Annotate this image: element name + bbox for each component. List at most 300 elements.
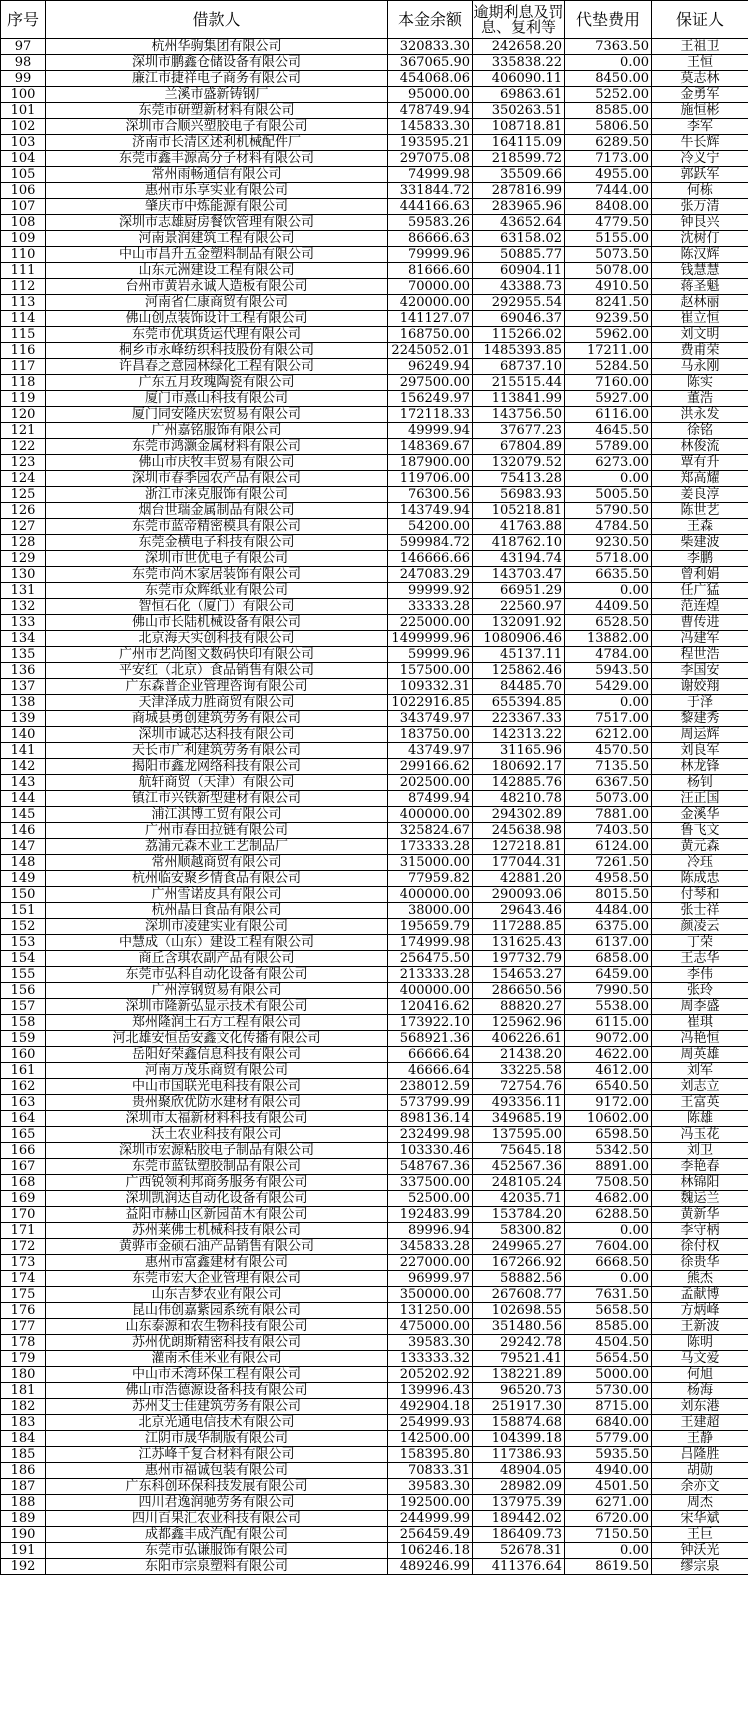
overdue-interest: 42881.20 <box>473 871 565 887</box>
row-index: 185 <box>1 1447 46 1463</box>
table-row <box>1 183 748 199</box>
guarantor-name: 钟沃光 <box>652 1543 748 1559</box>
borrower-name: 杭州晶日食品有限公司 <box>46 903 388 919</box>
advance-fees: 7173.00 <box>565 151 652 167</box>
overdue-interest: 48904.05 <box>473 1463 565 1479</box>
table-row <box>1 487 748 503</box>
table-row <box>1 1015 748 1031</box>
row-index: 161 <box>1 1063 46 1079</box>
row-index: 181 <box>1 1383 46 1399</box>
table-row <box>1 1159 748 1175</box>
advance-fees: 4910.50 <box>565 279 652 295</box>
principal-balance: 95000.00 <box>388 87 473 103</box>
row-index: 177 <box>1 1319 46 1335</box>
overdue-interest: 418762.10 <box>473 535 565 551</box>
row-index: 178 <box>1 1335 46 1351</box>
guarantor-name: 何栋 <box>652 183 748 199</box>
table-row <box>1 855 748 871</box>
row-index: 122 <box>1 439 46 455</box>
table-row <box>1 71 748 87</box>
advance-fees: 6668.50 <box>565 1255 652 1271</box>
table-row <box>1 599 748 615</box>
guarantor-name: 丁荣 <box>652 935 748 951</box>
guarantor-name: 于泽 <box>652 695 748 711</box>
overdue-interest: 177044.31 <box>473 855 565 871</box>
guarantor-name: 冯建军 <box>652 631 748 647</box>
guarantor-name: 陈明 <box>652 1335 748 1351</box>
row-index: 126 <box>1 503 46 519</box>
borrower-name: 许昌春之意园林绿化工程有限公司 <box>46 359 388 375</box>
overdue-interest: 96520.73 <box>473 1383 565 1399</box>
principal-balance: 86666.63 <box>388 231 473 247</box>
table-row <box>1 119 748 135</box>
overdue-interest: 45137.11 <box>473 647 565 663</box>
overdue-interest: 142313.22 <box>473 727 565 743</box>
advance-fees: 6635.50 <box>565 567 652 583</box>
guarantor-name: 施恒彬 <box>652 103 748 119</box>
overdue-interest: 58882.56 <box>473 1271 565 1287</box>
table-row <box>1 279 748 295</box>
header-guarantor: 保证人 <box>652 1 748 39</box>
guarantor-name: 陈成忠 <box>652 871 748 887</box>
table-row <box>1 359 748 375</box>
advance-fees: 5789.00 <box>565 439 652 455</box>
principal-balance: 1022916.85 <box>388 695 473 711</box>
overdue-interest: 493356.11 <box>473 1095 565 1111</box>
overdue-interest: 655394.85 <box>473 695 565 711</box>
table-body <box>1 39 748 1575</box>
table-row <box>1 1175 748 1191</box>
table-row <box>1 727 748 743</box>
borrower-name: 荔浦元森木业工艺制品厂 <box>46 839 388 855</box>
guarantor-name: 周李盛 <box>652 999 748 1015</box>
borrower-name: 广东森普企业管理咨询有限公司 <box>46 679 388 695</box>
borrower-name: 商城县勇创建筑劳务有限公司 <box>46 711 388 727</box>
overdue-interest: 215515.44 <box>473 375 565 391</box>
guarantor-name: 颜凌云 <box>652 919 748 935</box>
table-row <box>1 1479 748 1495</box>
borrower-name: 佛山市浩德源设备科技有限公司 <box>46 1383 388 1399</box>
guarantor-name: 周杰 <box>652 1495 748 1511</box>
borrower-name: 惠州市富鑫建材有限公司 <box>46 1255 388 1271</box>
table-row <box>1 935 748 951</box>
advance-fees: 5073.00 <box>565 791 652 807</box>
borrower-name: 东莞市宏大企业管理有限公司 <box>46 1271 388 1287</box>
overdue-interest: 267608.77 <box>473 1287 565 1303</box>
row-index: 107 <box>1 199 46 215</box>
table-row <box>1 1143 748 1159</box>
advance-fees: 6375.00 <box>565 919 652 935</box>
borrower-name: 广东五月玫瑰陶瓷有限公司 <box>46 375 388 391</box>
advance-fees: 4682.00 <box>565 1191 652 1207</box>
row-index: 141 <box>1 743 46 759</box>
table-row <box>1 1303 748 1319</box>
overdue-interest: 69863.61 <box>473 87 565 103</box>
row-index: 182 <box>1 1399 46 1415</box>
borrower-name: 江苏峰千复合材料有限公司 <box>46 1447 388 1463</box>
table-row <box>1 1191 748 1207</box>
principal-balance: 420000.00 <box>388 295 473 311</box>
advance-fees: 7160.00 <box>565 375 652 391</box>
advance-fees: 0.00 <box>565 55 652 71</box>
advance-fees: 7604.00 <box>565 1239 652 1255</box>
advance-fees: 7990.50 <box>565 983 652 999</box>
guarantor-name: 魏运兰 <box>652 1191 748 1207</box>
guarantor-name: 莫志林 <box>652 71 748 87</box>
principal-balance: 157500.00 <box>388 663 473 679</box>
table-row <box>1 711 748 727</box>
overdue-interest: 197732.79 <box>473 951 565 967</box>
principal-balance: 548767.36 <box>388 1159 473 1175</box>
row-index: 175 <box>1 1287 46 1303</box>
principal-balance: 337500.00 <box>388 1175 473 1191</box>
overdue-interest: 286650.56 <box>473 983 565 999</box>
overdue-interest: 283965.96 <box>473 199 565 215</box>
borrower-name: 佛山市庆牧丰贸易有限公司 <box>46 455 388 471</box>
advance-fees: 7261.50 <box>565 855 652 871</box>
guarantor-name: 吕隆胜 <box>652 1447 748 1463</box>
guarantor-name: 刘志立 <box>652 1079 748 1095</box>
advance-fees: 6367.50 <box>565 775 652 791</box>
overdue-interest: 41763.88 <box>473 519 565 535</box>
principal-balance: 489246.99 <box>388 1559 473 1575</box>
header-borrower: 借款人 <box>46 1 388 39</box>
row-index: 155 <box>1 967 46 983</box>
borrower-name: 深圳市太福新材料科技有限公司 <box>46 1111 388 1127</box>
principal-balance: 400000.00 <box>388 983 473 999</box>
guarantor-name: 崔立恒 <box>652 311 748 327</box>
row-index: 98 <box>1 55 46 71</box>
borrower-name: 常州雨畅通信有限公司 <box>46 167 388 183</box>
principal-balance: 192483.99 <box>388 1207 473 1223</box>
guarantor-name: 崔琪 <box>652 1015 748 1031</box>
advance-fees: 6459.00 <box>565 967 652 983</box>
guarantor-name: 冷珏 <box>652 855 748 871</box>
overdue-interest: 137595.00 <box>473 1127 565 1143</box>
guarantor-name: 李军 <box>652 119 748 135</box>
advance-fees: 5658.50 <box>565 1303 652 1319</box>
advance-fees: 9239.50 <box>565 311 652 327</box>
advance-fees: 5342.50 <box>565 1143 652 1159</box>
borrower-name: 天长市广利建筑劳务有限公司 <box>46 743 388 759</box>
table-row <box>1 295 748 311</box>
guarantor-name: 冷义宁 <box>652 151 748 167</box>
overdue-interest: 290093.06 <box>473 887 565 903</box>
guarantor-name: 胡勋 <box>652 1463 748 1479</box>
row-index: 109 <box>1 231 46 247</box>
table-row <box>1 791 748 807</box>
principal-balance: 492904.18 <box>388 1399 473 1415</box>
table-row <box>1 663 748 679</box>
row-index: 112 <box>1 279 46 295</box>
overdue-interest: 143703.47 <box>473 567 565 583</box>
row-index: 114 <box>1 311 46 327</box>
guarantor-name: 张万清 <box>652 199 748 215</box>
guarantor-name: 李伟 <box>652 967 748 983</box>
overdue-interest: 21438.20 <box>473 1047 565 1063</box>
guarantor-name: 曹传进 <box>652 615 748 631</box>
borrower-name: 航轩商贸（天津）有限公司 <box>46 775 388 791</box>
advance-fees: 4779.50 <box>565 215 652 231</box>
advance-fees: 6124.00 <box>565 839 652 855</box>
table-row <box>1 1031 748 1047</box>
advance-fees: 5654.50 <box>565 1351 652 1367</box>
row-index: 157 <box>1 999 46 1015</box>
principal-balance: 202500.00 <box>388 775 473 791</box>
principal-balance: 38000.00 <box>388 903 473 919</box>
row-index: 147 <box>1 839 46 855</box>
table-row <box>1 1511 748 1527</box>
row-index: 189 <box>1 1511 46 1527</box>
principal-balance: 141127.07 <box>388 311 473 327</box>
principal-balance: 158395.80 <box>388 1447 473 1463</box>
row-index: 115 <box>1 327 46 343</box>
overdue-interest: 28982.09 <box>473 1479 565 1495</box>
borrower-name: 天津泽成力胜商贸有限公司 <box>46 695 388 711</box>
table-row <box>1 1127 748 1143</box>
advance-fees: 4612.00 <box>565 1063 652 1079</box>
table-row <box>1 1559 748 1575</box>
guarantor-name: 程世浩 <box>652 647 748 663</box>
overdue-interest: 137975.39 <box>473 1495 565 1511</box>
principal-balance: 227000.00 <box>388 1255 473 1271</box>
advance-fees: 8015.50 <box>565 887 652 903</box>
overdue-interest: 84485.70 <box>473 679 565 695</box>
borrower-name: 杭州临安聚乡情食品有限公司 <box>46 871 388 887</box>
row-index: 97 <box>1 39 46 55</box>
borrower-name: 常州顺越商贸有限公司 <box>46 855 388 871</box>
guarantor-name: 金勇军 <box>652 87 748 103</box>
row-index: 150 <box>1 887 46 903</box>
borrower-name: 厦门同安隆庆宏贸易有限公司 <box>46 407 388 423</box>
guarantor-name: 马永刚 <box>652 359 748 375</box>
row-index: 120 <box>1 407 46 423</box>
guarantor-name: 王志华 <box>652 951 748 967</box>
guarantor-name: 黄新华 <box>652 1207 748 1223</box>
borrower-name: 深圳凯润达自动化设备有限公司 <box>46 1191 388 1207</box>
row-index: 99 <box>1 71 46 87</box>
principal-balance: 343749.97 <box>388 711 473 727</box>
overdue-interest: 69046.37 <box>473 311 565 327</box>
overdue-interest: 249965.27 <box>473 1239 565 1255</box>
advance-fees: 7403.50 <box>565 823 652 839</box>
table-row <box>1 759 748 775</box>
row-index: 191 <box>1 1543 46 1559</box>
principal-balance: 139996.43 <box>388 1383 473 1399</box>
row-index: 183 <box>1 1415 46 1431</box>
overdue-interest: 154653.27 <box>473 967 565 983</box>
guarantor-name: 缪宗泉 <box>652 1559 748 1575</box>
borrower-name: 深圳市志雄厨房餐饮管理有限公司 <box>46 215 388 231</box>
table-row <box>1 1527 748 1543</box>
principal-balance: 52500.00 <box>388 1191 473 1207</box>
borrower-name: 揭阳市鑫龙网络科技有限公司 <box>46 759 388 775</box>
advance-fees: 4409.50 <box>565 599 652 615</box>
advance-fees: 4622.00 <box>565 1047 652 1063</box>
overdue-interest: 167266.92 <box>473 1255 565 1271</box>
table-row <box>1 471 748 487</box>
principal-balance: 1499999.96 <box>388 631 473 647</box>
row-index: 137 <box>1 679 46 695</box>
guarantor-name: 刘军 <box>652 1063 748 1079</box>
row-index: 158 <box>1 1015 46 1031</box>
overdue-interest: 411376.64 <box>473 1559 565 1575</box>
advance-fees: 4645.50 <box>565 423 652 439</box>
guarantor-name: 谢姣翔 <box>652 679 748 695</box>
borrower-name: 深圳市凌建实业有限公司 <box>46 919 388 935</box>
guarantor-name: 刘文明 <box>652 327 748 343</box>
borrower-name: 智恒石化（厦门）有限公司 <box>46 599 388 615</box>
overdue-interest: 29242.78 <box>473 1335 565 1351</box>
guarantor-name: 徐铭 <box>652 423 748 439</box>
advance-fees: 0.00 <box>565 1543 652 1559</box>
overdue-interest: 117386.93 <box>473 1447 565 1463</box>
principal-balance: 320833.30 <box>388 39 473 55</box>
guarantor-name: 陈汉辉 <box>652 247 748 263</box>
borrower-name: 镇江市兴铁新型建材有限公司 <box>46 791 388 807</box>
borrower-name: 益阳市赫山区新园苗木有限公司 <box>46 1207 388 1223</box>
guarantor-name: 曾利娟 <box>652 567 748 583</box>
principal-balance: 247083.29 <box>388 567 473 583</box>
table-row <box>1 1463 748 1479</box>
advance-fees: 8585.00 <box>565 1319 652 1335</box>
row-index: 170 <box>1 1207 46 1223</box>
row-index: 159 <box>1 1031 46 1047</box>
overdue-interest: 48210.78 <box>473 791 565 807</box>
principal-balance: 96249.94 <box>388 359 473 375</box>
advance-fees: 5155.00 <box>565 231 652 247</box>
row-index: 179 <box>1 1351 46 1367</box>
table-row <box>1 1207 748 1223</box>
borrower-name: 河南景润建筑工程有限公司 <box>46 231 388 247</box>
borrower-name: 广州雪诺皮具有限公司 <box>46 887 388 903</box>
guarantor-name: 钟艮兴 <box>652 215 748 231</box>
overdue-interest: 406226.61 <box>473 1031 565 1047</box>
principal-balance: 205202.92 <box>388 1367 473 1383</box>
row-index: 145 <box>1 807 46 823</box>
table-row <box>1 1367 748 1383</box>
borrower-name: 山东元洲建设工程有限公司 <box>46 263 388 279</box>
borrower-name: 东莞市研塑新材料有限公司 <box>46 103 388 119</box>
borrower-name: 东阳市宗泉塑料有限公司 <box>46 1559 388 1575</box>
advance-fees: 4955.00 <box>565 167 652 183</box>
principal-balance: 39583.30 <box>388 1479 473 1495</box>
borrower-name: 惠州市乐享实业有限公司 <box>46 183 388 199</box>
overdue-interest: 1485393.85 <box>473 343 565 359</box>
overdue-interest: 104399.18 <box>473 1431 565 1447</box>
row-index: 133 <box>1 615 46 631</box>
principal-balance: 81666.60 <box>388 263 473 279</box>
table-row <box>1 1335 748 1351</box>
borrower-name: 广州市艺尚图文数码快印有限公司 <box>46 647 388 663</box>
row-index: 154 <box>1 951 46 967</box>
principal-balance: 54200.00 <box>388 519 473 535</box>
advance-fees: 5284.50 <box>565 359 652 375</box>
overdue-interest: 125962.96 <box>473 1015 565 1031</box>
overdue-interest: 56983.93 <box>473 487 565 503</box>
table-row <box>1 1399 748 1415</box>
borrower-name: 苏州优朗斯精密科技有限公司 <box>46 1335 388 1351</box>
principal-balance: 444166.63 <box>388 199 473 215</box>
advance-fees: 7444.00 <box>565 183 652 199</box>
table-row <box>1 743 748 759</box>
overdue-interest: 223367.33 <box>473 711 565 727</box>
row-index: 118 <box>1 375 46 391</box>
borrower-name: 佛山市长陆机械设备有限公司 <box>46 615 388 631</box>
principal-balance: 454068.06 <box>388 71 473 87</box>
table-row <box>1 695 748 711</box>
principal-balance: 46666.64 <box>388 1063 473 1079</box>
principal-balance: 350000.00 <box>388 1287 473 1303</box>
advance-fees: 10602.00 <box>565 1111 652 1127</box>
advance-fees: 0.00 <box>565 695 652 711</box>
advance-fees: 7363.50 <box>565 39 652 55</box>
principal-balance: 195659.79 <box>388 919 473 935</box>
table-row <box>1 103 748 119</box>
table-row <box>1 1447 748 1463</box>
row-index: 172 <box>1 1239 46 1255</box>
principal-balance: 244999.99 <box>388 1511 473 1527</box>
guarantor-name: 王巨 <box>652 1527 748 1543</box>
guarantor-name: 王静 <box>652 1431 748 1447</box>
guarantor-name: 林俊流 <box>652 439 748 455</box>
guarantor-name: 范连煌 <box>652 599 748 615</box>
borrower-name: 深圳市鹏鑫仓储设备有限公司 <box>46 55 388 71</box>
advance-fees: 6720.00 <box>565 1511 652 1527</box>
header-overdue-interest: 逾期利息及罚息、复利等 <box>473 1 565 39</box>
advance-fees: 0.00 <box>565 583 652 599</box>
row-index: 102 <box>1 119 46 135</box>
principal-balance: 131250.00 <box>388 1303 473 1319</box>
row-index: 167 <box>1 1159 46 1175</box>
guarantor-name: 蒋圣魁 <box>652 279 748 295</box>
row-index: 101 <box>1 103 46 119</box>
advance-fees: 5718.00 <box>565 551 652 567</box>
table-row <box>1 455 748 471</box>
borrower-name: 济南市长清区述利机械配件厂 <box>46 135 388 151</box>
table-row <box>1 135 748 151</box>
borrower-name: 东莞市鸿灏金属材料有限公司 <box>46 439 388 455</box>
advance-fees: 7631.50 <box>565 1287 652 1303</box>
principal-balance: 256475.50 <box>388 951 473 967</box>
table-row <box>1 583 748 599</box>
principal-balance: 109332.31 <box>388 679 473 695</box>
row-index: 119 <box>1 391 46 407</box>
borrower-name: 中山市国联光电科技有限公司 <box>46 1079 388 1095</box>
guarantor-name: 王建超 <box>652 1415 748 1431</box>
overdue-interest: 52678.31 <box>473 1543 565 1559</box>
guarantor-name: 孟献博 <box>652 1287 748 1303</box>
principal-balance: 43749.97 <box>388 743 473 759</box>
table-row <box>1 1415 748 1431</box>
advance-fees: 5779.00 <box>565 1431 652 1447</box>
guarantor-name: 冯玉花 <box>652 1127 748 1143</box>
advance-fees: 6116.00 <box>565 407 652 423</box>
row-index: 190 <box>1 1527 46 1543</box>
borrower-name: 中慧成（山东）建设工程有限公司 <box>46 935 388 951</box>
overdue-interest: 245638.98 <box>473 823 565 839</box>
table-row <box>1 231 748 247</box>
overdue-interest: 189442.02 <box>473 1511 565 1527</box>
overdue-interest: 248105.24 <box>473 1175 565 1191</box>
row-index: 129 <box>1 551 46 567</box>
table-row <box>1 167 748 183</box>
principal-balance: 142500.00 <box>388 1431 473 1447</box>
borrower-name: 沃土农业科技有限公司 <box>46 1127 388 1143</box>
row-index: 142 <box>1 759 46 775</box>
table-row <box>1 1383 748 1399</box>
table-row <box>1 503 748 519</box>
